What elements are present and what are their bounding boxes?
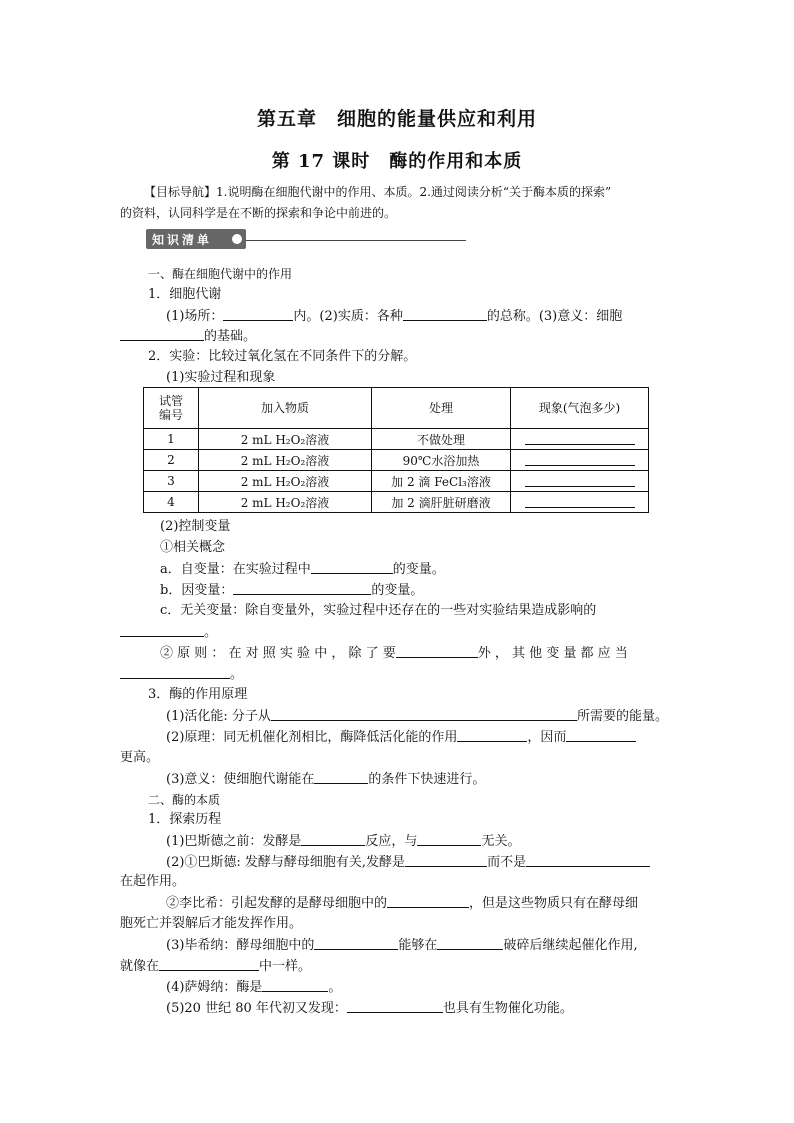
principle2-cont: 更高。 bbox=[120, 750, 160, 765]
blank[interactable] bbox=[271, 708, 577, 721]
blank[interactable] bbox=[311, 561, 393, 574]
blank[interactable] bbox=[525, 474, 635, 487]
blank[interactable] bbox=[437, 937, 503, 950]
section-badge bbox=[146, 229, 246, 249]
chapter-title: 第五章 细胞的能量供应和利用 bbox=[256, 108, 537, 130]
concept-a: a．自变量：在实验过程中 的变量。 bbox=[160, 562, 445, 577]
section2-title: 二、酶的本质 bbox=[148, 793, 221, 807]
item3-title: 3．酶的作用原理 bbox=[148, 687, 248, 702]
item1-line2: 的基础。 bbox=[120, 328, 256, 345]
bullet-icon bbox=[232, 234, 242, 244]
history-buchner: (3)毕希纳：酵母细胞中的 能够在 破碎后继续起催化作用, bbox=[166, 938, 638, 953]
blank[interactable] bbox=[120, 328, 204, 341]
section-badge-label: 知识清单 bbox=[152, 233, 213, 247]
table-row: 4 2 mL H₂O₂溶液 加 2 滴肝脏研磨液 bbox=[144, 492, 649, 513]
item1-line1: (1)场所： 内。(2)实质：各种 的总称。(3)意义：细胞 bbox=[166, 309, 623, 324]
blank[interactable] bbox=[314, 937, 398, 950]
blank[interactable] bbox=[396, 645, 478, 658]
history-1980s: (5)20 世纪 80 年代初又发现： 也具有生物催化功能。 bbox=[166, 1001, 573, 1016]
experiment-table bbox=[143, 387, 649, 513]
blank[interactable] bbox=[347, 1000, 443, 1013]
blank[interactable] bbox=[223, 308, 293, 321]
history-liebig-cont: 胞死亡并裂解后才能发挥作用。 bbox=[120, 916, 303, 931]
table-row: 1 2 mL H₂O₂溶液 不做处理 bbox=[144, 429, 649, 450]
principle-line: ② 原 则 ： 在 对 照 实 验 中 ， 除 了 要 外 ， 其 他 变 量 都 应 当 bbox=[160, 646, 628, 661]
blank[interactable] bbox=[387, 895, 469, 908]
header-tube: 试管 编号 bbox=[144, 388, 199, 429]
table-row: 2 2 mL H₂O₂溶液 90℃水浴加热 bbox=[144, 450, 649, 471]
blank[interactable] bbox=[301, 833, 365, 846]
significance-line: (3)意义：使细胞代谢能在 的条件下快速进行。 bbox=[166, 772, 486, 787]
principle2-line: (2)原理：同无机催化剂相比，酶降低活化能的作用 ，因而 bbox=[166, 729, 636, 746]
concept-c: c．无关变量：除自变量外，实验过程中还存在的一些对实验结果造成影响的 bbox=[160, 603, 597, 618]
history-2-cont: 在起作用。 bbox=[120, 874, 186, 889]
lesson-title: 第 17 课时 酶的作用和本质 bbox=[271, 151, 523, 172]
history-liebig: ②李比希：引起发酵的是酵母细胞中的 ，但是这些物质只有在酵母细 bbox=[166, 896, 639, 911]
header-treatment: 处理 bbox=[372, 388, 511, 429]
blank[interactable] bbox=[525, 432, 635, 445]
header-substance: 加入物质 bbox=[199, 388, 372, 429]
blank[interactable] bbox=[233, 582, 371, 595]
blank[interactable] bbox=[405, 854, 487, 867]
blank[interactable] bbox=[403, 308, 487, 321]
concept-b: b．因变量： 的变量。 bbox=[160, 583, 424, 598]
blank[interactable] bbox=[566, 729, 636, 742]
blank[interactable] bbox=[526, 854, 650, 867]
activation-energy-line: (1)活化能: 分子从 所需要的能量。 bbox=[166, 709, 668, 724]
blank[interactable] bbox=[417, 833, 481, 846]
concept-title: ①相关概念 bbox=[160, 540, 226, 555]
blank[interactable] bbox=[120, 666, 230, 679]
history-sumner: (4)萨姆纳：酶是 。 bbox=[166, 980, 342, 995]
section-divider bbox=[246, 240, 466, 241]
table-row: 3 2 mL H₂O₂溶液 加 2 滴 FeCl₃溶液 bbox=[144, 471, 649, 492]
blank[interactable] bbox=[314, 771, 368, 784]
table-header-row bbox=[144, 388, 649, 429]
header-phenomenon: 现象(气泡多少) bbox=[511, 388, 649, 429]
history-1: (1)巴斯德之前：发酵是 反应，与 无关。 bbox=[166, 834, 521, 849]
blank[interactable] bbox=[120, 624, 204, 637]
blank[interactable] bbox=[525, 453, 635, 466]
blank[interactable] bbox=[457, 729, 527, 742]
blank[interactable] bbox=[525, 495, 635, 508]
section1-title: 一、酶在细胞代谢中的作用 bbox=[148, 267, 293, 281]
item1-title: 1．细胞代谢 bbox=[148, 287, 222, 302]
goal-line-2: 的资料，认同科学是在不断的探索和争论中前进的。 bbox=[120, 206, 397, 220]
goal-line-1: 【目标导航】1.说明酶在细胞代谢中的作用、本质。2.通过阅读分析“关于酶本质的探索” bbox=[144, 185, 612, 199]
item2-title: 2．实验：比较过氧化氢在不同条件下的分解。 bbox=[148, 349, 417, 364]
blank[interactable] bbox=[262, 979, 328, 992]
history-2: (2)①巴斯德: 发酵与酵母细胞有关,发酵是 而不是 bbox=[166, 854, 650, 871]
concept-c-cont: 。 bbox=[120, 624, 217, 641]
item2-sub2: (2)控制变量 bbox=[160, 519, 231, 534]
blank[interactable] bbox=[159, 958, 259, 971]
principle-cont: 。 bbox=[120, 666, 243, 683]
goal-label: 【目标导航】 bbox=[144, 185, 217, 199]
item2-sub1: (1)实验过程和现象 bbox=[166, 370, 276, 385]
history-buchner-cont: 就像在 中一样。 bbox=[120, 959, 312, 974]
history-title: 1．探索历程 bbox=[148, 812, 222, 827]
